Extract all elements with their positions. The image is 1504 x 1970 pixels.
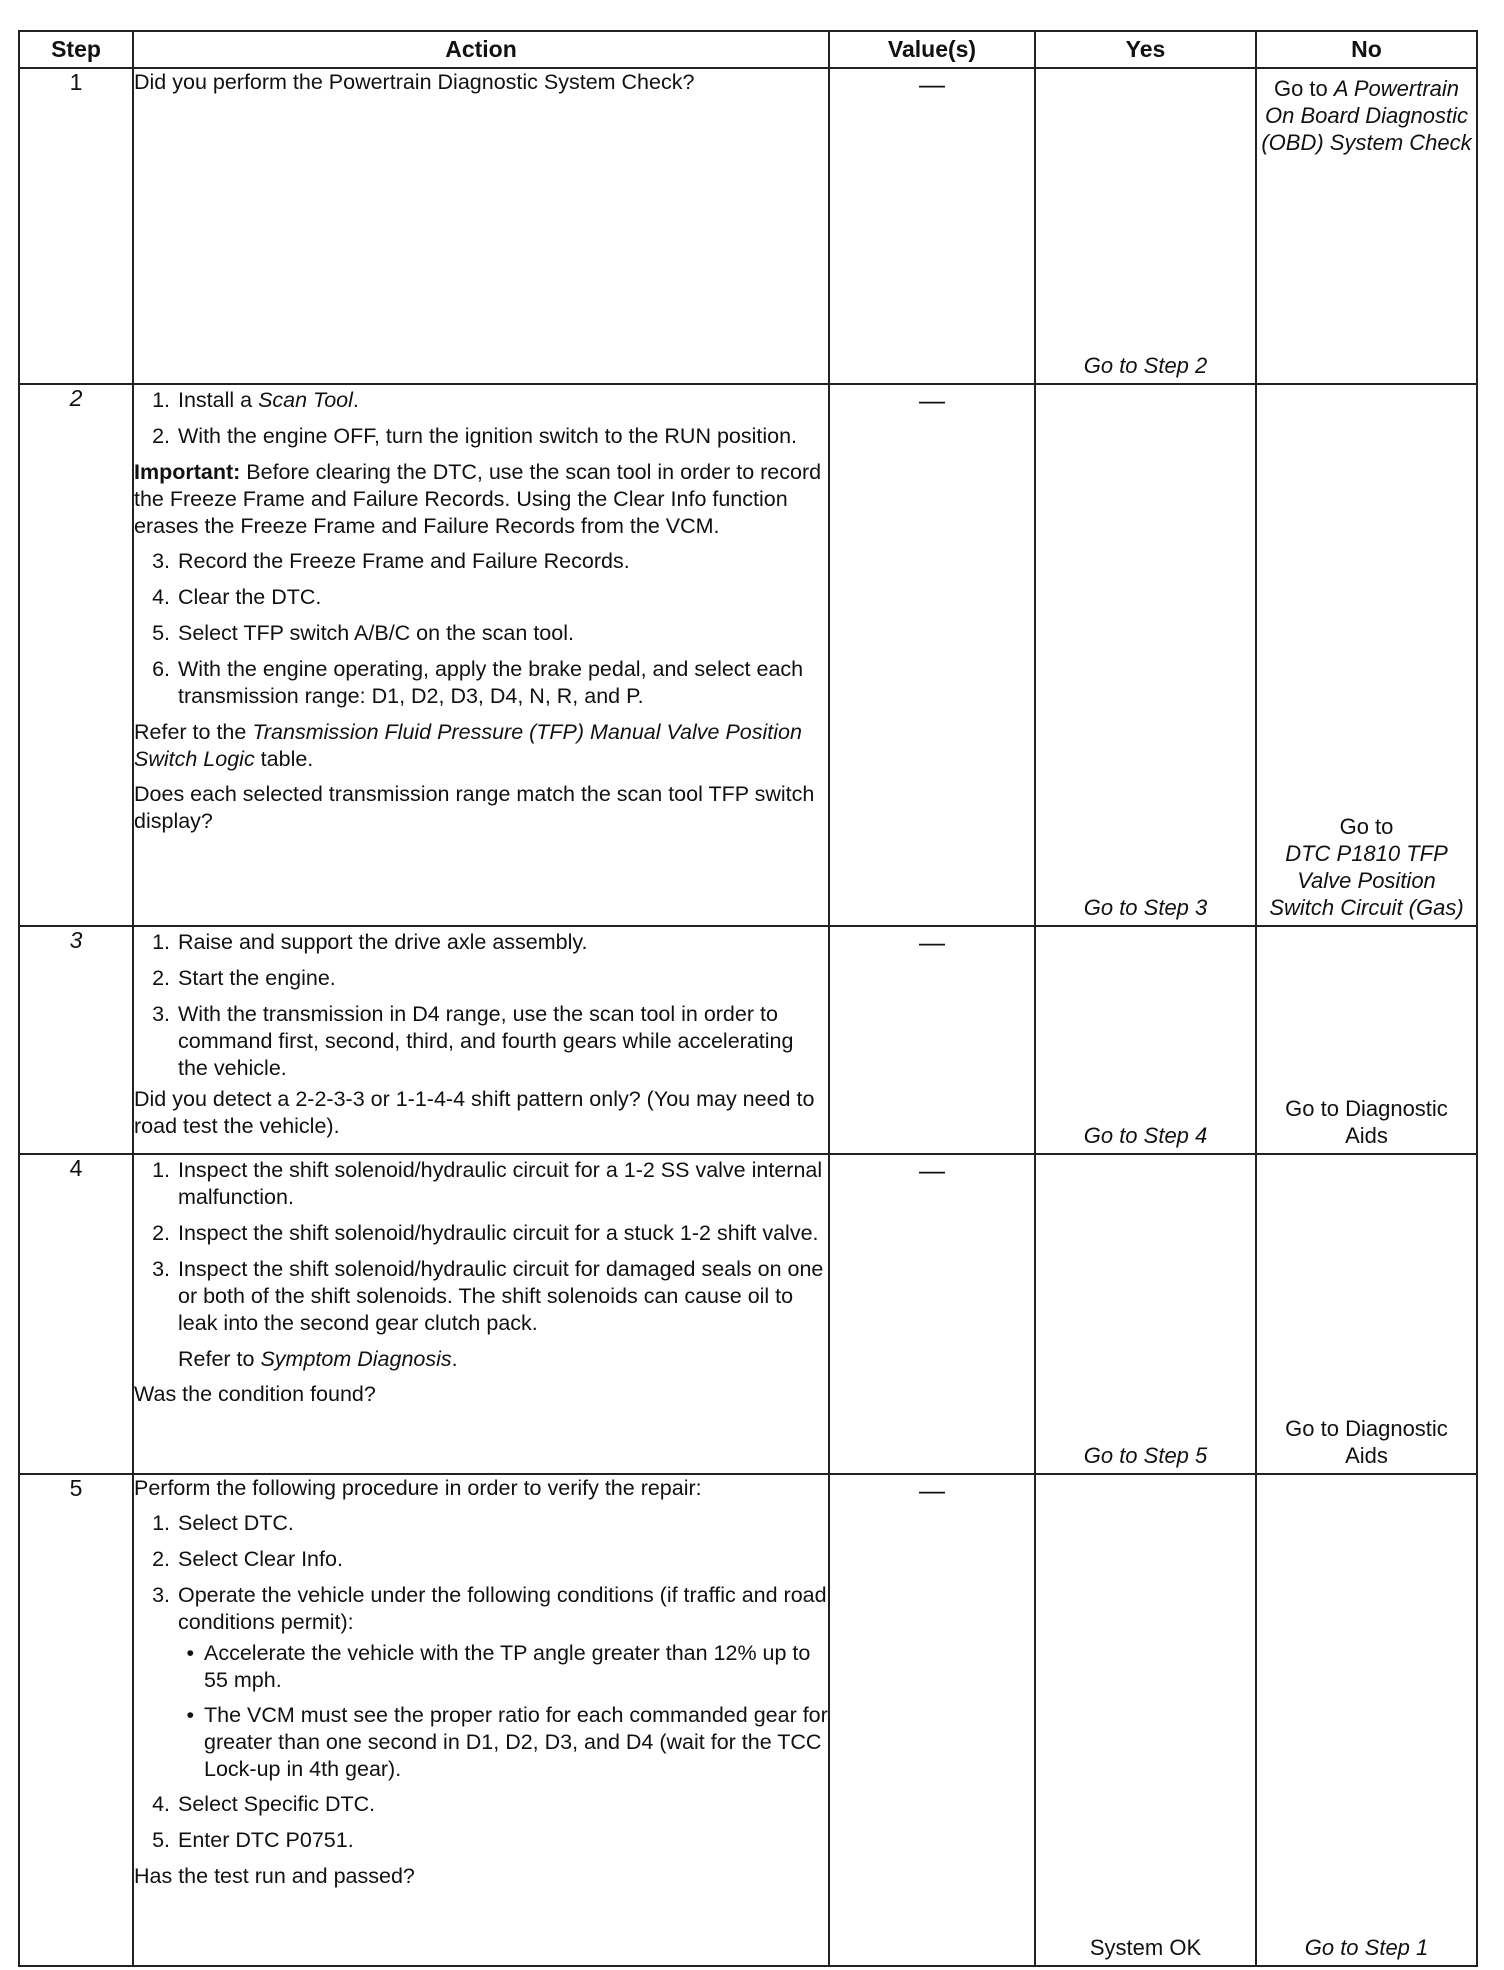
table-row: [19, 1474, 1477, 1966]
value-cell: —: [829, 384, 1035, 926]
list-item: 1. Raise and support the drive axle assembly.: [152, 930, 588, 954]
refer-note: Refer to Symptom Diagnosis.: [178, 1347, 458, 1371]
yes-cell: [1035, 1474, 1256, 1966]
action-list: [134, 387, 828, 450]
list-item: 3. Inspect the shift solenoid/hydraulic circuit for damaged seals on one or both of the shift solenoids. The shift solenoids can cause oil to leak into the second gear clutch pack.: [152, 1257, 824, 1335]
list-item: 2. Select Clear Info.: [152, 1547, 343, 1571]
action-cell: [133, 926, 829, 1154]
no-link[interactable]: Go to Step 1: [1304, 1935, 1429, 1960]
list-item: 5. Enter DTC P0751.: [152, 1828, 354, 1852]
refer-note: Refer to the Transmission Fluid Pressure (TFP) Manual Valve Position Switch Logic table.: [134, 720, 802, 771]
step-number: 4: [19, 1154, 133, 1474]
table-row: [19, 68, 1477, 384]
action-question: Was the condition found?: [134, 1382, 376, 1406]
list-item: 3. Operate the vehicle under the following conditions (if traffic and road conditions permit):: [152, 1583, 827, 1634]
action-list: [134, 1157, 828, 1337]
value-cell: —: [829, 1154, 1035, 1474]
no-cell: [1256, 1154, 1477, 1474]
action-cell: [133, 384, 829, 926]
list-item: 2. Inspect the shift solenoid/hydraulic circuit for a stuck 1-2 shift valve.: [152, 1221, 819, 1245]
yes-link[interactable]: Go to Step 5: [1083, 1443, 1208, 1468]
step-number: 3: [19, 926, 133, 1154]
no-cell: [1256, 1474, 1477, 1966]
table-row: [19, 384, 1477, 926]
header-action: Action: [133, 31, 829, 68]
value-cell: —: [829, 68, 1035, 384]
list-item: 2. Start the engine.: [152, 966, 336, 990]
action-cell: [133, 68, 829, 384]
action-list: [134, 1510, 828, 1636]
header-row: [19, 31, 1477, 68]
action-list: [134, 1791, 828, 1854]
action-question: Did you perform the Powertrain Diagnostic System Check?: [134, 70, 695, 94]
action-cell: [133, 1474, 829, 1966]
yes-link[interactable]: Go to Step 3: [1083, 895, 1208, 920]
yes-cell: [1035, 1154, 1256, 1474]
step-number: 2: [19, 384, 133, 926]
yes-cell: [1035, 384, 1256, 926]
no-cell: [1256, 68, 1477, 384]
yes-link[interactable]: Go to Step 2: [1083, 353, 1208, 378]
action-question: Has the test run and passed?: [134, 1864, 415, 1888]
header-no: No: [1256, 31, 1477, 68]
list-item: 1. Install a Scan Tool.: [152, 388, 359, 412]
bullet-list: [134, 1640, 828, 1783]
value-cell: —: [829, 1474, 1035, 1966]
list-item: • Accelerate the vehicle with the TP angle greater than 12% up to 55 mph.: [186, 1641, 811, 1692]
list-item: 1. Inspect the shift solenoid/hydraulic circuit for a 1-2 SS valve internal malfunction.: [152, 1158, 823, 1209]
list-item: 3. Record the Freeze Frame and Failure Records.: [152, 549, 630, 573]
list-item: 5. Select TFP switch A/B/C on the scan tool.: [152, 621, 574, 645]
no-cell: [1256, 384, 1477, 926]
no-link[interactable]: Go to DTC P1810 TFP Valve Position Switch Circuit (Gas): [1269, 814, 1464, 920]
no-link[interactable]: Go to A Powertrain On Board Diagnostic (OBD) System Check: [1261, 76, 1472, 155]
no-link[interactable]: Go to Diagnostic Aids: [1285, 1416, 1448, 1468]
important-note: Important: Before clearing the DTC, use the scan tool in order to record the Freeze Frame and Failure Records. Using the Clear Info function erases the Freeze Frame and Failure Records from the VCM.: [134, 460, 822, 538]
action-list: [134, 929, 828, 1082]
list-item: 1. Select DTC.: [152, 1511, 294, 1535]
diagnostic-table: [18, 30, 1478, 1967]
list-item: 4. Clear the DTC.: [152, 585, 322, 609]
step-number: 5: [19, 1474, 133, 1966]
yes-link[interactable]: Go to Step 4: [1083, 1123, 1208, 1148]
table-row: [19, 926, 1477, 1154]
list-item: 4. Select Specific DTC.: [152, 1792, 376, 1816]
no-cell: [1256, 926, 1477, 1154]
action-question: Does each selected transmission range match the scan tool TFP switch display?: [134, 782, 815, 833]
list-item: 2. With the engine OFF, turn the ignition switch to the RUN position.: [152, 424, 798, 448]
no-link[interactable]: Go to Diagnostic Aids: [1285, 1096, 1448, 1148]
value-cell: —: [829, 926, 1035, 1154]
action-question: Did you detect a 2-2-3-3 or 1-1-4-4 shift pattern only? (You may need to road test the vehicle).: [134, 1087, 815, 1138]
list-item: • The VCM must see the proper ratio for each commanded gear for greater than one second in D1, D2, D3, and D4 (wait for the TCC Lock-up in 4th gear).: [186, 1703, 828, 1781]
yes-cell: [1035, 926, 1256, 1154]
list-item: 3. With the transmission in D4 range, use the scan tool in order to command first, second, third, and fourth gears while accelerating the vehicle.: [152, 1002, 794, 1080]
procedure-intro: Perform the following procedure in order to verify the repair:: [134, 1476, 702, 1500]
action-cell: [133, 1154, 829, 1474]
header-yes: Yes: [1035, 31, 1256, 68]
action-list: [134, 548, 828, 710]
yes-result: System OK: [1089, 1935, 1202, 1960]
table-row: [19, 1154, 1477, 1474]
header-step: Step: [19, 31, 133, 68]
yes-cell: [1035, 68, 1256, 384]
header-values: Value(s): [829, 31, 1035, 68]
list-item: 6. With the engine operating, apply the brake pedal, and select each transmission range: D1, D2, D3, D4, N, R, and P.: [152, 657, 804, 708]
step-number: 1: [19, 68, 133, 384]
